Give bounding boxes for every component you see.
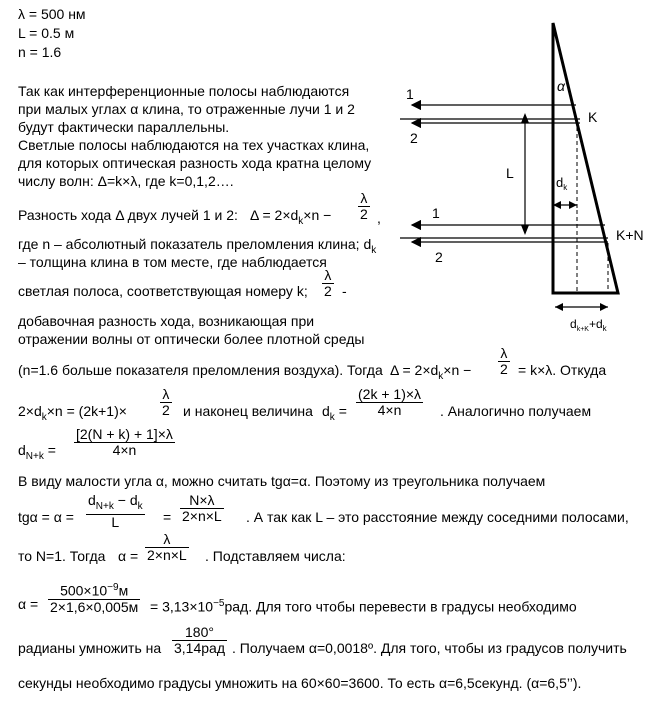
text-line: и наконец величина xyxy=(183,403,313,419)
text-line: – толщина клина в том месте, где наблюдается xyxy=(18,254,327,270)
denominator: 2×n×L xyxy=(182,508,222,524)
superscript: −9 xyxy=(107,582,119,593)
text-line: Разность хода Δ двух лучей 1 и 2: xyxy=(18,207,238,223)
text-line: . Подставляем числа: xyxy=(205,548,346,564)
given-lambda: λ = 500 нм xyxy=(18,6,86,22)
ray-1-bottom-label: 1 xyxy=(432,205,440,221)
numerator: λ xyxy=(145,532,189,548)
dnk-label xyxy=(570,317,608,333)
formula xyxy=(390,362,471,385)
L-label: L xyxy=(506,165,514,181)
formula: tgα = α = xyxy=(18,509,74,525)
denominator: 3,14рад xyxy=(174,640,225,656)
formula xyxy=(518,362,606,378)
wedge-diagram xyxy=(380,15,660,335)
numerator: N×λ xyxy=(180,493,224,509)
formula-part: 2×d xyxy=(18,403,42,419)
dash: - xyxy=(342,283,347,299)
fraction-dk xyxy=(356,387,423,418)
denominator: 2 xyxy=(162,402,170,418)
text-part: где n – абсолютный показатель преломления клина; d xyxy=(18,236,372,252)
subscript: k xyxy=(329,411,335,423)
formula-part: м xyxy=(118,582,129,599)
dk-subscript: k xyxy=(563,183,568,192)
comma: , xyxy=(377,210,381,226)
fraction-dNk xyxy=(74,427,175,458)
text-line: отражении волны от оптически более плотной среды xyxy=(18,331,365,347)
formula-part: ×n − xyxy=(443,362,472,378)
text-line: при малых углах α клина, то отраженные лучи 1 и 2 xyxy=(18,101,355,117)
formula: = xyxy=(163,509,172,525)
formula-part: − d xyxy=(113,492,138,508)
text-line: Так как интерференционные полосы наблюдаются xyxy=(18,83,350,99)
numerator: λ xyxy=(358,191,370,207)
formula-part: Δ = 2×d xyxy=(390,362,439,378)
numerator xyxy=(86,493,145,515)
given-index: n = 1.6 xyxy=(18,44,62,60)
fraction-lambda-half xyxy=(160,387,172,418)
denominator: 4×n xyxy=(377,402,402,418)
text-line: числу волн: Δ=k×λ, где k=0,1,2…. xyxy=(18,173,234,189)
dnk-subscript: k+K xyxy=(576,326,589,333)
fraction-lambda-half xyxy=(358,191,370,222)
text-line: Светлые полосы наблюдаются на тех участках клина, xyxy=(18,137,370,153)
formula-part: = 3,13×10 xyxy=(150,598,214,615)
numerator: (2k + 1)×λ xyxy=(358,386,422,402)
dnk-plus: +d xyxy=(588,317,603,331)
subscript: k xyxy=(438,370,444,382)
formula-part: Δ = 2×d xyxy=(250,207,299,223)
formula-part: ×n = (2k+1)× xyxy=(46,403,127,419)
formula-part: рад xyxy=(224,598,249,615)
denominator: 4×n xyxy=(112,442,137,458)
formula-part: ×n − xyxy=(303,207,332,223)
subscript: N+k xyxy=(95,500,114,512)
formula: α = xyxy=(18,596,39,612)
fraction-numeric xyxy=(48,580,140,615)
text-line: добавочная разность хода, возникающая при xyxy=(18,313,315,329)
formula-part: d xyxy=(322,403,330,419)
formula xyxy=(322,403,347,426)
formula-part: = xyxy=(338,403,347,419)
subscript: N+k xyxy=(25,450,44,462)
formula: α = xyxy=(118,548,139,564)
text-line: В виду малости угла α, можно считать tgα=α. Поэтому из треугольника получаем xyxy=(18,473,546,489)
fraction-lambda-half xyxy=(322,268,334,299)
fraction-deg xyxy=(172,625,227,656)
text-line: . А так как L – это расстояние между соседними полосами, xyxy=(246,509,629,525)
K-plus-N-label: K+N xyxy=(616,227,644,243)
numerator: 180° xyxy=(172,625,227,641)
denominator: 2×n×L xyxy=(147,547,187,563)
numerator: λ xyxy=(322,268,334,284)
text-part: . Для того чтобы перевести в градусы необходимо xyxy=(248,598,577,615)
K-label: K xyxy=(588,109,598,125)
numerator: [2(N + k) + 1]×λ xyxy=(76,426,173,442)
denominator: L xyxy=(111,513,120,530)
text-line: светлая полоса, соответствующая номеру k; xyxy=(18,283,308,299)
formula xyxy=(250,207,331,230)
given-length: L = 0.5 м xyxy=(18,25,75,41)
denominator: 2 xyxy=(360,206,368,222)
text-line: секунды необходимо градусы умножить на 60×60=3600. То есть α=6,5секунд. (α=6,5’’). xyxy=(18,675,582,691)
formula-part: 500×10 xyxy=(60,582,108,599)
subscript: k xyxy=(41,411,47,423)
dnk-text: d xyxy=(570,317,577,331)
subscript: k xyxy=(137,500,143,512)
denominator: 2 xyxy=(500,361,508,377)
fraction-tg1 xyxy=(86,493,145,530)
fraction-tg2 xyxy=(180,493,224,524)
formula-part: = k×λ xyxy=(518,362,553,378)
text-line: . Аналогично получаем xyxy=(440,403,592,419)
dk-text: d xyxy=(556,175,564,190)
ray-2-top-label: 2 xyxy=(410,130,418,146)
numerator: λ xyxy=(160,387,172,403)
formula-part: d xyxy=(18,442,26,458)
subscript: k xyxy=(298,215,304,227)
formula xyxy=(150,596,577,615)
text-line: то N=1. Тогда xyxy=(18,548,106,564)
ray-1-top-label: 1 xyxy=(406,86,414,102)
fraction-alpha xyxy=(145,532,189,563)
numerator xyxy=(48,580,140,600)
denominator: 2×1,6×0,005м xyxy=(50,598,139,615)
text-line: радианы умножить на xyxy=(18,640,162,656)
fraction-lambda-half xyxy=(498,346,510,377)
formula-part: = xyxy=(47,442,56,458)
denominator: 2 xyxy=(324,283,332,299)
alpha-label: α xyxy=(557,78,565,94)
text-line: . Получаем α=0,0018º. Для того, чтобы из градусов получить xyxy=(232,640,627,656)
text-line: будут фактически параллельны. xyxy=(18,119,230,135)
subscript: k xyxy=(371,244,377,256)
formula-part: d xyxy=(88,492,96,508)
formula xyxy=(18,442,56,465)
superscript: −5 xyxy=(213,598,225,609)
text-line: для которых оптическая разность хода кратна целому xyxy=(18,155,372,171)
ray-2-bottom-label: 2 xyxy=(435,249,443,265)
text-line: (n=1.6 больше показателя преломления воздуха). Тогда xyxy=(18,362,383,378)
dnk-subscript2: k xyxy=(602,324,607,333)
numerator: λ xyxy=(498,346,510,362)
text-part: . Откуда xyxy=(552,362,607,378)
formula xyxy=(18,403,127,426)
